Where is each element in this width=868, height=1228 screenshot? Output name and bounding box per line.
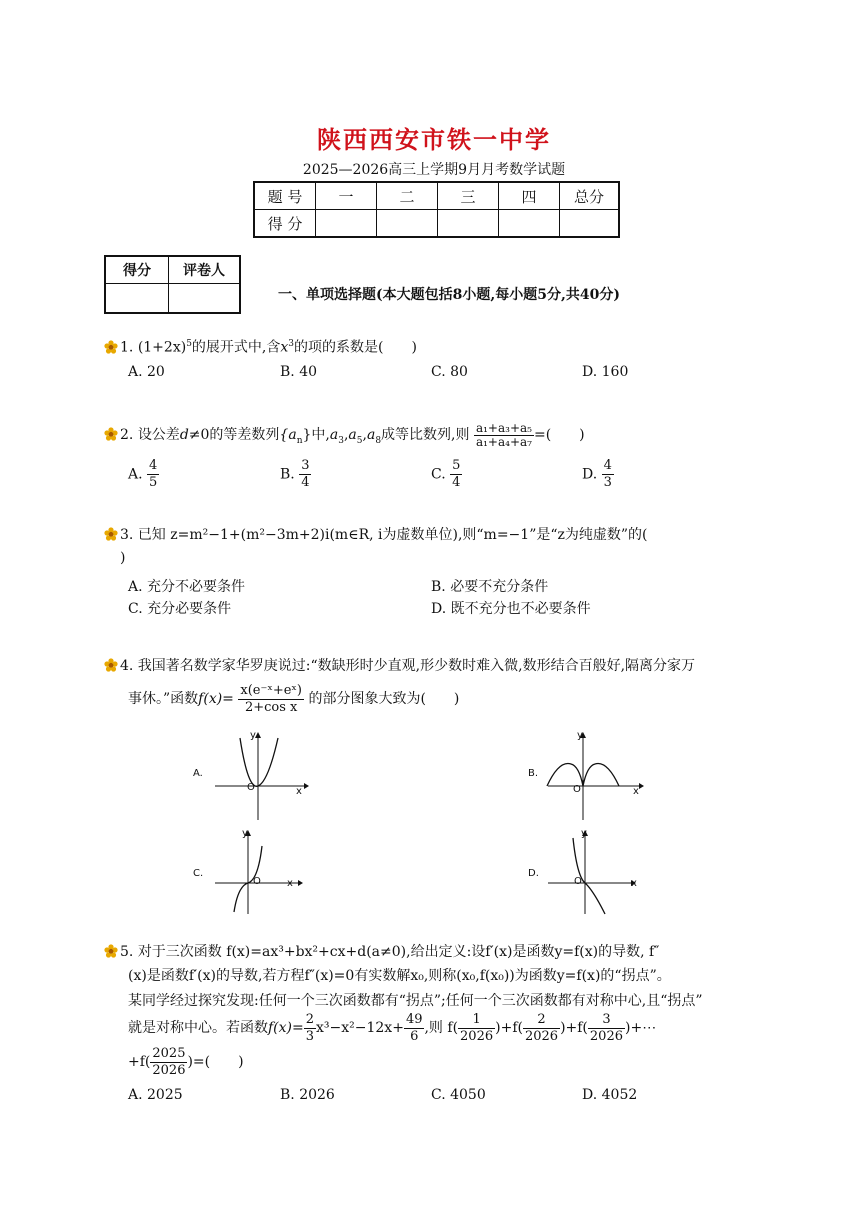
q5-text: +f( <box>128 1054 151 1070</box>
fraction-denominator: 3 <box>305 1028 315 1044</box>
graph-option-label: A. <box>193 768 203 779</box>
score-cell: 二 <box>377 182 438 210</box>
axis-x-label: x <box>633 786 639 797</box>
fraction-numerator: a₁+a₃+a₅ <box>475 420 532 435</box>
origin-label: O <box>247 782 255 793</box>
section-title: 一、单项选择题(本大题包括8小题,每小题5分,共40分) <box>278 287 620 303</box>
q4-text: 事休。”函数 <box>128 691 199 707</box>
q5-line2: (x)是函数f′(x)的导数,若方程f″(x)=0有实数解x₀,则称(x₀,f(x₀))为函数y=f(x)的“拐点”。 <box>128 968 671 984</box>
fraction-denominator: 2026 <box>152 1062 186 1078</box>
score-cell: 题 号 <box>254 182 316 210</box>
q1-option-a: A. 20 <box>128 364 165 380</box>
score-cell <box>316 210 377 238</box>
question-number: 2. <box>120 427 134 443</box>
q1-var: x <box>280 339 289 356</box>
fraction-numerator: 2 <box>523 1012 560 1029</box>
fraction-numerator: 3 <box>301 458 310 473</box>
flower-icon <box>104 527 118 541</box>
graph-d-plot <box>545 828 639 918</box>
q3-line1: 已知 z=m²−1+(m²−3m+2)i(m∈R, i为虚数单位),则“m=−1”是“z为纯虚数”的( <box>137 527 648 543</box>
axis-y-label: y <box>242 828 248 839</box>
score-cell <box>499 210 560 238</box>
score-cell: 四 <box>499 182 560 210</box>
q1-base: (1+2x) <box>137 339 187 356</box>
fraction-numerator: 2 <box>305 1011 315 1027</box>
fraction-denominator: 2026 <box>589 1028 623 1044</box>
fraction-denominator: 4 <box>301 475 310 490</box>
q5-option-a: A. 2025 <box>128 1087 183 1103</box>
q4-line1: 我国著名数学家华罗庚说过:“数缺形时少直观,形少数时难入微,数形结合百般好,隔离分家万 <box>137 658 696 674</box>
option-label: C. <box>431 466 446 483</box>
q2-fraction <box>474 422 534 449</box>
origin-label: O <box>574 876 582 887</box>
q3-line2: ) <box>120 550 126 566</box>
q5-option-c: C. 4050 <box>431 1087 486 1103</box>
q2-term-sub: 3 <box>338 435 344 446</box>
question-4 <box>104 656 695 676</box>
axis-x-label: x <box>296 786 302 797</box>
fraction-numerator: 5 <box>452 458 461 473</box>
q5-text: )+⋯ <box>625 1020 657 1036</box>
score-table-header-row <box>254 182 619 210</box>
q5-func: f(x)= <box>268 1020 304 1036</box>
graph-option-label: C. <box>193 868 204 879</box>
axis-y-label: y <box>581 828 587 839</box>
q2-text: 的等差数列 <box>209 427 280 443</box>
q2-d: d <box>179 427 189 443</box>
q2-neq: ≠0 <box>188 427 210 443</box>
q2-seq: {a <box>279 427 297 443</box>
q2-term-sub: 8 <box>375 435 382 446</box>
question-5 <box>104 942 659 962</box>
q3-option-c: C. 充分必要条件 <box>128 601 232 617</box>
q1-option-c: C. 80 <box>431 364 468 380</box>
score-table-value-row <box>254 210 619 238</box>
q2-option-a <box>128 458 159 491</box>
question-1 <box>104 334 417 358</box>
q5-option-d: D. 4052 <box>582 1087 638 1103</box>
grader-table <box>104 255 241 314</box>
q3-option-b: B. 必要不充分条件 <box>431 579 549 595</box>
q5-line4 <box>128 1010 656 1046</box>
fraction-numerator: 49 <box>405 1011 423 1027</box>
school-name: 陕西西安市铁一中学 <box>317 125 551 154</box>
q2-term: a <box>329 427 339 443</box>
fraction-denominator: 2026 <box>460 1028 494 1044</box>
axis-y-label: y <box>577 730 583 741</box>
q1-exp: 5 <box>186 339 192 349</box>
q5-text: )=( ) <box>187 1054 244 1070</box>
q4-func: f(x)= <box>198 691 234 707</box>
graph-a-plot <box>212 730 310 825</box>
fraction-denominator: a₁+a₄+a₇ <box>475 434 532 449</box>
graph-a <box>190 730 310 825</box>
question-3 <box>104 525 648 545</box>
q2-text: =( ) <box>533 427 585 443</box>
fraction-numerator: 3 <box>588 1012 625 1029</box>
fraction-numerator: 1 <box>458 1012 495 1029</box>
q5-text: 就是对称中心。若函数 <box>128 1020 268 1036</box>
axis-y-label: y <box>250 730 256 741</box>
score-table <box>253 181 620 238</box>
q5-line3: 某同学经过探究发现:任何一个三次函数都有“拐点”;任何一个三次函数都有对称中心,且“拐点” <box>128 993 703 1009</box>
graph-d <box>525 828 645 918</box>
q1-mid: 的展开式中,含 <box>191 339 281 356</box>
q3-option-d: D. 既不充分也不必要条件 <box>431 601 591 617</box>
question-number: 4. <box>120 658 134 674</box>
q3-option-a: A. 充分不必要条件 <box>128 579 246 595</box>
flower-icon <box>104 658 118 672</box>
grader-cell <box>169 284 241 314</box>
score-cell: 得 分 <box>254 210 316 238</box>
origin-label: O <box>253 876 261 887</box>
q2-seq-sub: n <box>296 435 303 446</box>
graph-b-plot <box>545 730 645 825</box>
q2-option-c <box>431 458 462 491</box>
question-2: 2. 设公差d≠0的等差数列$\{a_n\}$中$,a_3,a_5,a_8$成等比数列,则 $\frac{\text{a₁+a₃+a₅}}{\text{a₁+a₄+a₇}}$ =( ) <box>104 420 585 456</box>
score-cell: 三 <box>438 182 499 210</box>
axis-x-label: x <box>631 878 637 889</box>
fraction-denominator: 2+cos x <box>244 699 298 715</box>
q5-line1: 对于三次函数 f(x)=ax³+bx²+cx+d(a≠0),给出定义:设f′(x)是函数y=f(x)的导数, f″ <box>137 944 660 960</box>
question-number: 5. <box>120 944 134 960</box>
exam-title: 2025—2026高三上学期9月月考数学试题 <box>302 162 566 178</box>
grader-header-score: 得分 <box>105 256 169 284</box>
fraction-denominator: 4 <box>452 475 461 490</box>
fraction-numerator: 2025 <box>152 1045 186 1061</box>
option-label: D. <box>582 466 598 483</box>
axis-x-label: x <box>287 878 293 889</box>
graph-option-label: D. <box>528 868 539 879</box>
q5-text: x³−x²−12x+ <box>316 1020 404 1036</box>
q4-text: 的部分图象大致为( ) <box>308 691 460 707</box>
fraction-numerator: 4 <box>149 458 158 473</box>
score-cell <box>377 210 438 238</box>
q1-option-b: B. 40 <box>280 364 318 380</box>
q2-term-sub: 5 <box>356 435 363 446</box>
q5-line5 <box>128 1044 244 1080</box>
fraction-numerator: x(e⁻ˣ+eˣ) <box>240 682 302 698</box>
q2-option-b <box>280 458 311 491</box>
q1-tail: 的项的系数是( ) <box>294 339 417 356</box>
score-cell: 总分 <box>560 182 620 210</box>
question-number: 1. <box>120 339 134 356</box>
q5-text: )+f( <box>560 1020 588 1036</box>
q1-pow: 3 <box>288 339 295 349</box>
q2-term: a <box>366 427 376 443</box>
flower-icon <box>104 944 118 958</box>
fraction-denominator: 5 <box>149 475 158 490</box>
graph-b <box>525 730 645 825</box>
graph-c <box>190 828 310 918</box>
score-cell: 一 <box>316 182 377 210</box>
q2-seq-end: } <box>302 427 312 443</box>
fraction-denominator: 2026 <box>524 1028 559 1044</box>
score-cell <box>560 210 620 238</box>
graph-c-plot <box>212 828 304 918</box>
q5-text: )+f( <box>495 1020 523 1036</box>
option-label: B. <box>280 466 295 483</box>
q5-option-b: B. 2026 <box>280 1087 335 1103</box>
grader-cell <box>105 284 169 314</box>
question-number: 3. <box>120 527 134 543</box>
q4-line2 <box>128 682 459 716</box>
q5-text: ,则 f( <box>424 1020 459 1036</box>
q2-text: 成等比数列,则 <box>381 427 470 443</box>
fraction-numerator: 4 <box>603 458 612 473</box>
origin-label: O <box>573 784 581 795</box>
fraction-denominator: 3 <box>603 475 612 490</box>
q2-term: a <box>348 427 357 443</box>
grader-header-grader: 评卷人 <box>169 256 241 284</box>
q4-fraction <box>238 683 304 716</box>
graph-option-label: B. <box>528 768 539 779</box>
fraction-denominator: 6 <box>410 1028 419 1044</box>
flower-icon <box>104 340 118 354</box>
q1-option-d: D. 160 <box>582 364 629 380</box>
q2-option-d <box>582 458 614 491</box>
flower-icon <box>104 427 118 441</box>
q2-text: 设公差 <box>137 427 180 443</box>
q2-text: 中, <box>311 427 330 443</box>
score-cell <box>438 210 499 238</box>
option-label: A. <box>128 466 143 483</box>
